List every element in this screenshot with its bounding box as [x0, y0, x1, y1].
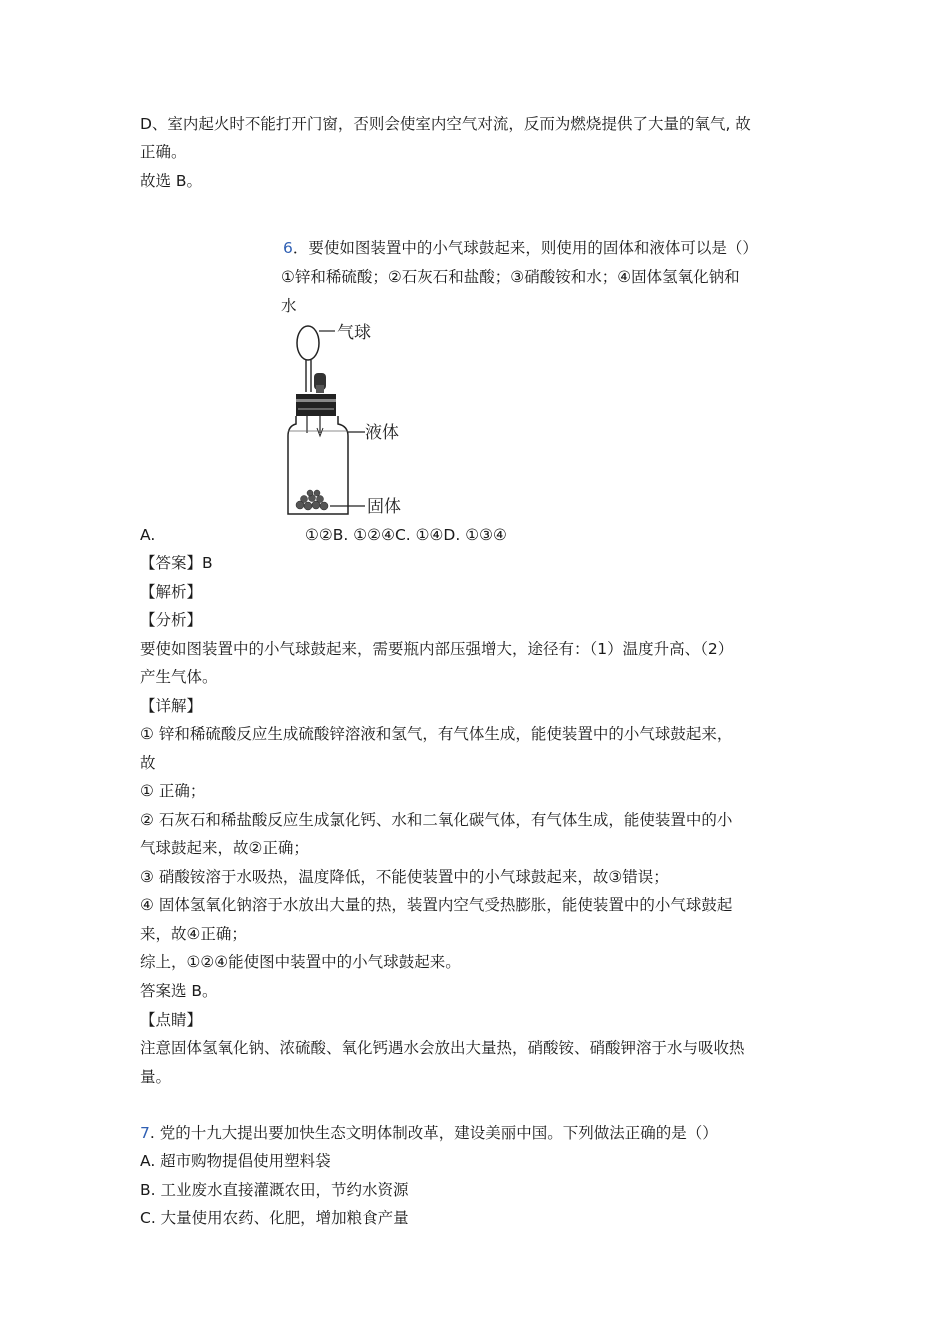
detail-heading: 【详解】 [140, 697, 203, 715]
answer-choice: 答案选 B。 [140, 982, 218, 1000]
choice-statement: 故选 B。 [140, 172, 203, 190]
detail-1-line1: ① 锌和稀硫酸反应生成硫酸锌溶液和氢气，有气体生成，能使装置中的小气球鼓起来， [140, 725, 733, 743]
solid-particles [296, 490, 328, 510]
label-balloon: 气球 [337, 323, 371, 343]
tip-line1: 注意固体氢氧化钠、浓硫酸、氧化钙遇水会放出大量热，硝酸铵、硝酸钾溶于水与吸收热 [140, 1039, 745, 1057]
options-line: ①②B. ①②④C. ①④D. ①③④ [305, 526, 507, 544]
tip-heading: 【点睛】 [140, 1011, 203, 1029]
detail-2-line2: 气球鼓起来，故②正确； [140, 839, 309, 857]
balloon-apparatus-figure [280, 316, 420, 518]
option-d-explanation-line2: 正确。 [140, 143, 187, 161]
tip-line2: 量。 [140, 1068, 172, 1086]
question-7-option-a: A. 超市购物提倡使用塑料袋 [140, 1152, 331, 1170]
fenxi-heading: 【分析】 [140, 611, 203, 629]
stem-text: ．要使如图装置中的小气球鼓起来，则使用的固体和液体可以是（） [292, 239, 758, 257]
stem-text: . 党的十九大提出要加快生态文明体制改革，建设美丽中国。下列做法正确的是（） [149, 1124, 718, 1142]
question-6-stem-line1 [283, 238, 758, 258]
detail-1-line3: ① 正确； [140, 782, 206, 800]
detail-2-line1: ② 石灰石和稀盐酸反应生成氯化钙、水和二氧化碳气体，有气体生成，能使装置中的小 [140, 811, 733, 829]
detail-4-line1: ④ 固体氢氧化钠溶于水放出大量的热，装置内空气受热膨胀，能使装置中的小气球鼓起 [140, 896, 733, 914]
fenxi-line2: 产生气体。 [140, 668, 218, 686]
question-number: 7 [140, 1124, 150, 1142]
question-7-stem [140, 1123, 718, 1143]
label-liquid: 液体 [365, 423, 399, 443]
fenxi-line1: 要使如图装置中的小气球鼓起来，需要瓶内部压强增大，途径有：（1）温度升高、（2） [140, 640, 734, 658]
label-solid: 固体 [367, 497, 401, 517]
question-number: 6 [283, 239, 293, 257]
summary: 综上，①②④能使图中装置中的小气球鼓起来。 [140, 953, 461, 971]
answer-label: 【答案】B [140, 554, 213, 572]
option-a-letter: A. [140, 526, 156, 544]
question-7-option-b: B. 工业废水直接灌溉农田，节约水资源 [140, 1181, 409, 1199]
detail-4-line2: 来，故④正确； [140, 925, 247, 943]
question-6-stem-line3: 水 [281, 297, 297, 315]
question-7-option-c: C. 大量使用农药、化肥，增加粮食产量 [140, 1209, 409, 1227]
balloon-icon [297, 326, 319, 360]
detail-3: ③ 硝酸铵溶于水吸热，温度降低，不能使装置中的小气球鼓起来，故③错误； [140, 868, 669, 886]
option-d-explanation-line1: D、室内起火时不能打开门窗，否则会使室内空气对流，反而为燃烧提供了大量的氧气, 故 [140, 115, 751, 133]
analysis-heading: 【解析】 [140, 583, 203, 601]
question-6-stem-line2: ①锌和稀硫酸；②石灰石和盐酸；③硝酸铵和水；④固体氢氧化钠和 [281, 268, 740, 286]
detail-1-line2: 故 [140, 754, 156, 772]
